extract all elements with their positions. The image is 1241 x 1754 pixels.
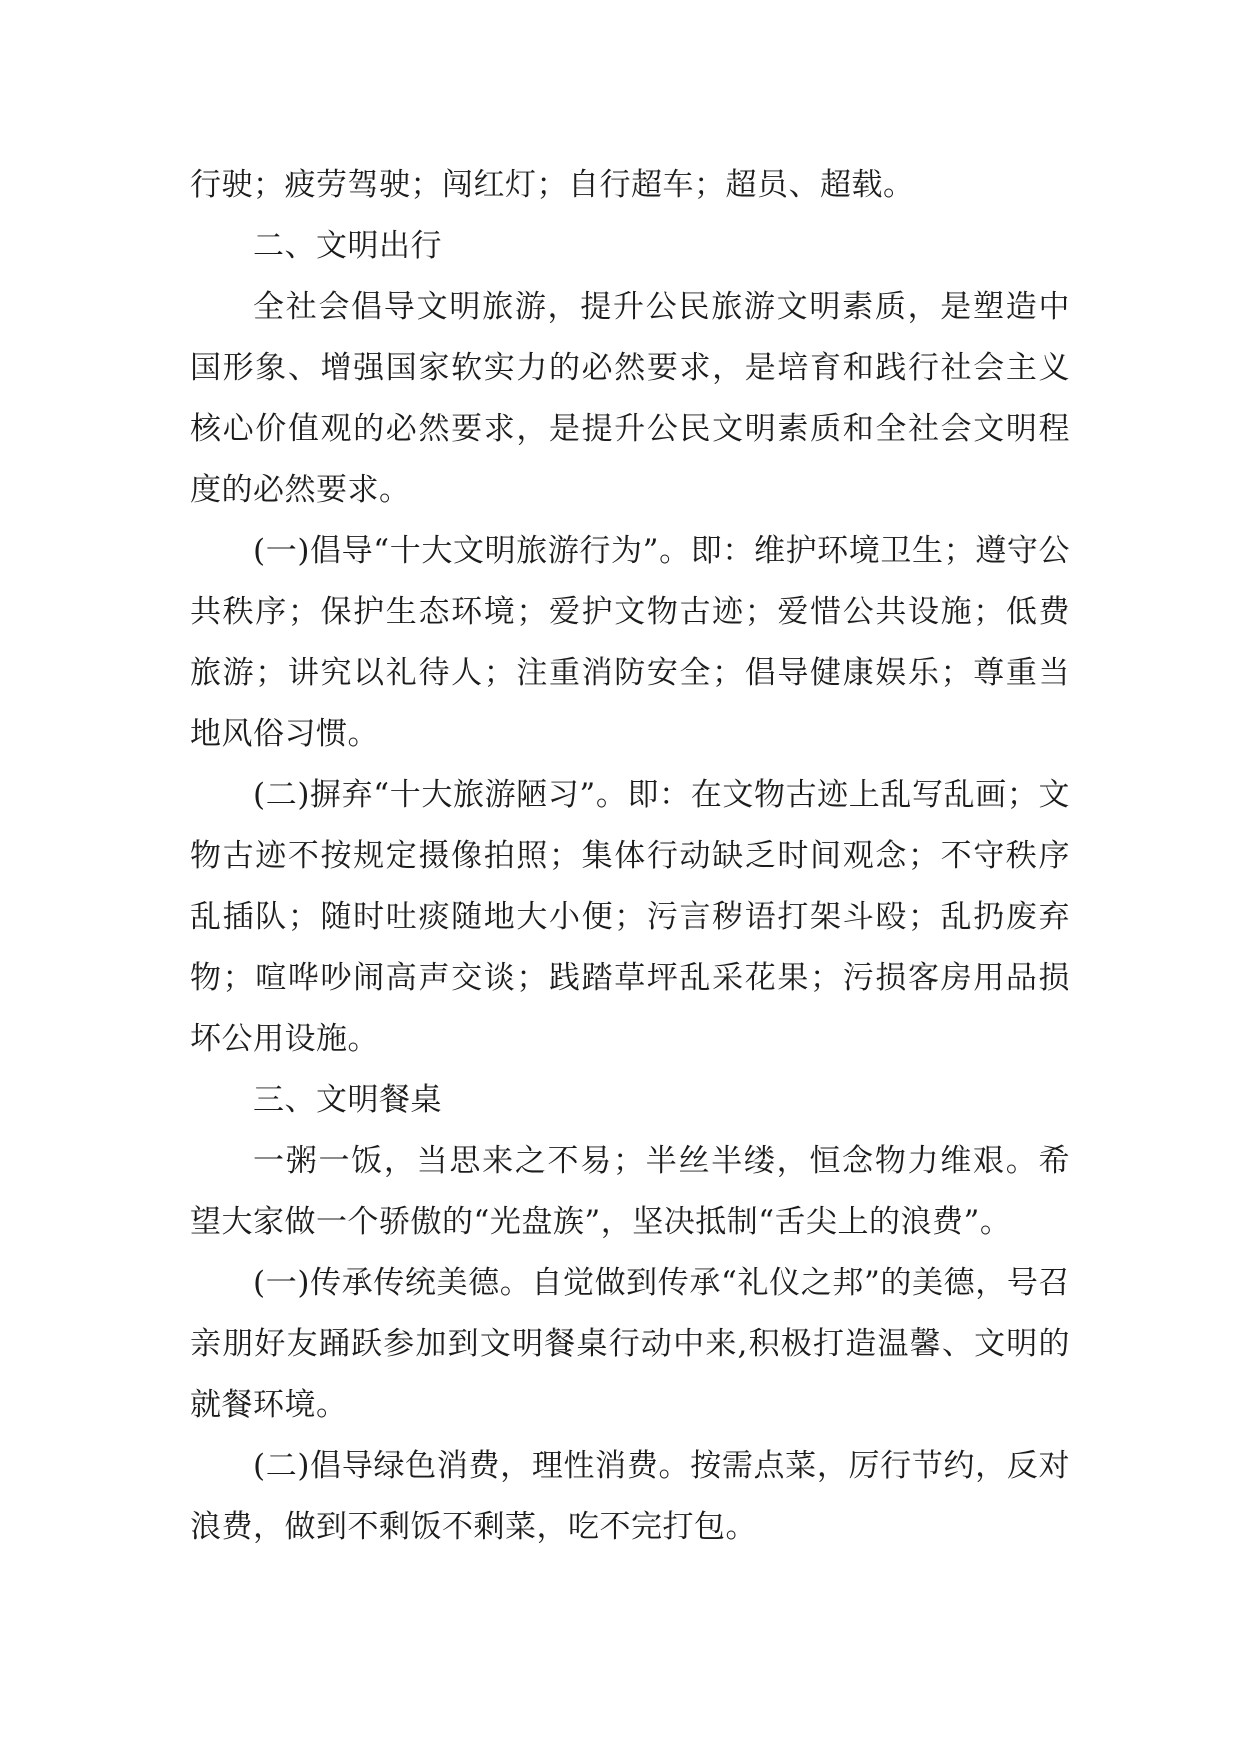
paragraph-dining-intro: 一粥一饭，当思来之不易；半丝半缕，恒念物力维艰。希望大家做一个骄傲的“光盘族”，坚决抵制“舌尖上的浪费”。 [190, 1143, 1070, 1240]
section-heading-civilized-dining: 三、文明餐桌 [253, 1082, 442, 1118]
document-body [190, 155, 1070, 1558]
section-heading-civilized-travel: 二、文明出行 [253, 228, 442, 264]
paragraph-green-consumption: (二)倡导绿色消费，理性消费。按需点菜，厉行节约，反对浪费，做到不剩饭不剩菜，吃不完打包。 [190, 1448, 1070, 1545]
paragraph-ten-bad-habits: (二)摒弃“十大旅游陋习”。即：在文物古迹上乱写乱画；文物古迹不按规定摄像拍照；集体行动缺乏时间观念；不守秩序乱插队；随时吐痰随地大小便；污言秽语打架斗殴；乱扔废弃物；喧哗吵闹高声交谈；践踏草坪乱采花果；污损客房用品损坏公用设施。 [190, 777, 1070, 1057]
paragraph-continuation: 行驶；疲劳驾驶；闯红灯；自行超车；超员、超载。 [190, 167, 915, 203]
paragraph-civilized-tourism-intro: 全社会倡导文明旅游，提升公民旅游文明素质，是塑造中国形象、增强国家软实力的必然要求，是培育和践行社会主义核心价值观的必然要求，是提升公民文明素质和全社会文明程度的必然要求。 [190, 289, 1070, 508]
paragraph-inherit-virtues: (一)传承传统美德。自觉做到传承“礼仪之邦”的美德，号召亲朋好友踊跃参加到文明餐桌行动中来,积极打造温馨、文明的就餐环境。 [190, 1265, 1070, 1423]
paragraph-ten-civilized-behaviors: (一)倡导“十大文明旅游行为”。即：维护环境卫生；遵守公共秩序；保护生态环境；爱护文物古迹；爱惜公共设施；低费旅游；讲究以礼待人；注重消防安全；倡导健康娱乐；尊重当地风俗习惯。 [190, 533, 1070, 752]
